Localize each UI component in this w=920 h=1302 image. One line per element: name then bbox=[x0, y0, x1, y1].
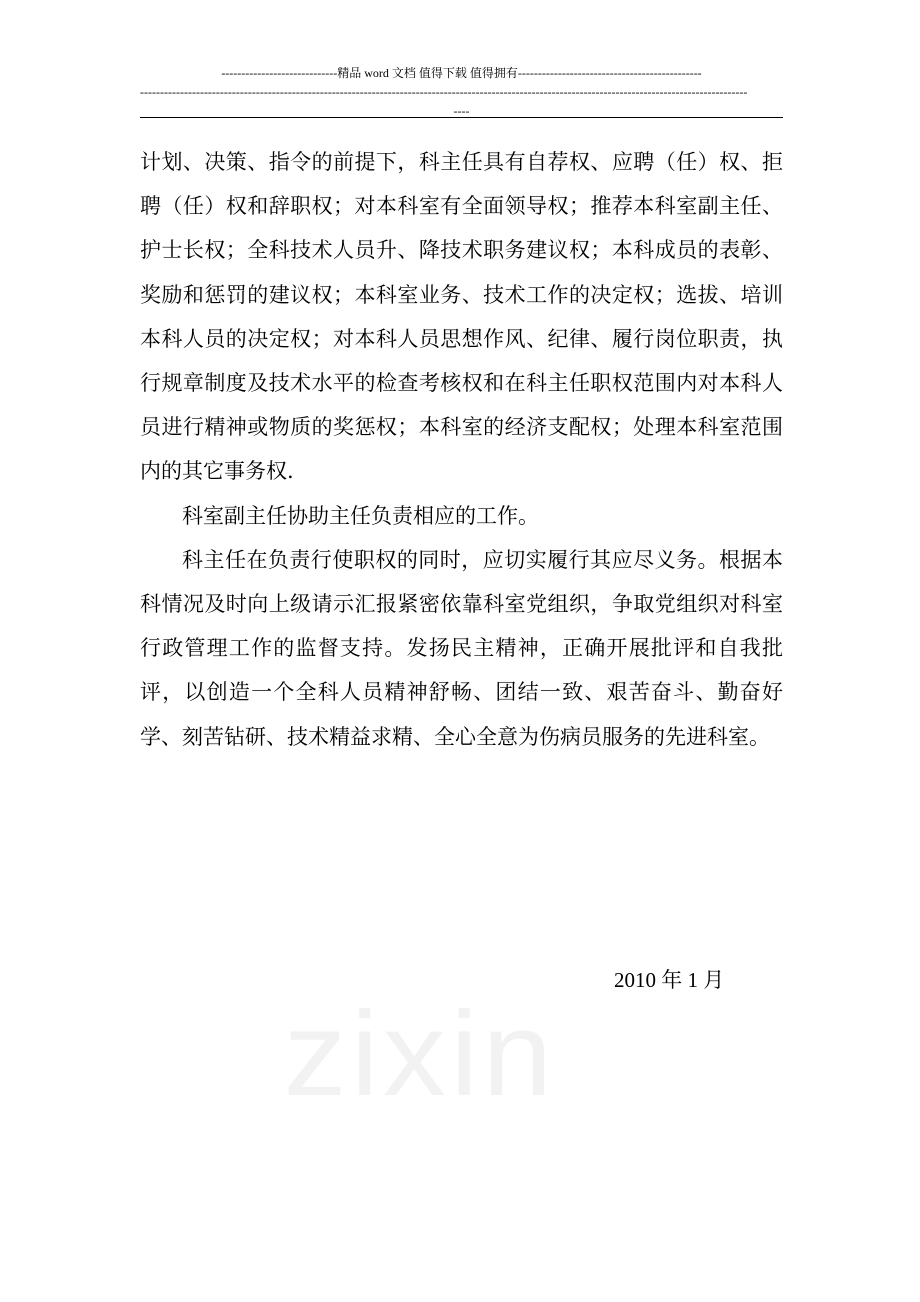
document-body bbox=[140, 140, 783, 759]
header-dash-line: -------------------------------------------------------------------------------------------------------------------------------------------------------- bbox=[140, 85, 748, 99]
header-dash-continuation: ---- bbox=[453, 104, 470, 118]
watermark: zixin bbox=[283, 987, 557, 1121]
signature-date: 2010 年 1 月 bbox=[614, 968, 725, 992]
paragraph-duties: 科主任在负责行使职权的同时，应切实履行其应尽义务。根据本科情况及时向上级请示汇报紧密依靠科室党组织，争取党组织对科室行政管理工作的监督支持。发扬民主精神，正确开展批评和自我批评，以创造一个全科人员精神舒畅、团结一致、艰苦奋斗、勤奋好学、刻苦钻研、技术精益求精、全心全意为伤病员服务的先进科室。 bbox=[140, 547, 783, 749]
header-rule bbox=[140, 117, 783, 118]
page-header bbox=[140, 64, 783, 121]
paragraph-rights: 计划、决策、指令的前提下，科主任具有自荐权、应聘（任）权、拒聘（任）权和辞职权；对本科室有全面领导权；推荐本科室副主任、护士长权；全科技术人员升、降技术职务建议权；本科成员的表彰、奖励和惩罚的建议权；本科室业务、技术工作的决定权；选拔、培训本科人员的决定权；对本科人员思想作风、纪律、履行岗位职责，执行规章制度及技术水平的检查考核权和在科主任职权范围内对本科人员进行精神或物质的奖惩权；本科室的经济支配权；处理本科室范围内的其它事务权. bbox=[140, 150, 783, 484]
header-banner-text: -----------------------------精品 word 文档 值得下载 值得拥有---------------------------------------------- bbox=[221, 66, 702, 80]
paragraph-deputy-director: 科室副主任协助主任负责相应的工作。 bbox=[182, 503, 539, 528]
